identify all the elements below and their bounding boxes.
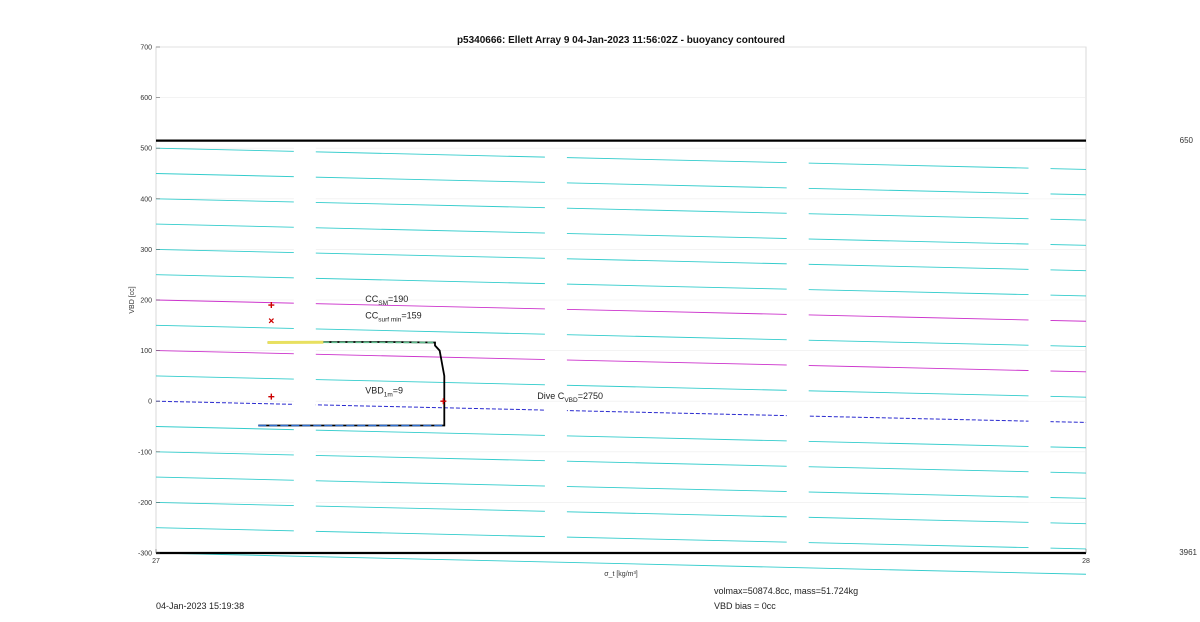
y-tick-label: 100 xyxy=(140,348,152,356)
contour-label-bg xyxy=(1029,214,1051,224)
contour-label-bg xyxy=(545,254,567,264)
contour-label-bg xyxy=(787,360,809,370)
y-tick-label: -200 xyxy=(137,499,152,507)
contour-label-bg xyxy=(294,374,316,384)
contour-label-bg xyxy=(545,304,567,314)
contour-label-bg xyxy=(1029,391,1051,401)
contour-label-bg xyxy=(1029,265,1051,275)
contour-label-bg xyxy=(787,335,809,345)
contour-label-bg xyxy=(787,234,809,244)
contour-label-bg xyxy=(294,324,316,334)
contour-label-bg xyxy=(1029,290,1051,300)
contour-label-bg xyxy=(1029,492,1051,502)
contour-label-bg xyxy=(1029,416,1051,426)
y-tick-label: 500 xyxy=(140,145,152,153)
contour-label-bg xyxy=(1029,518,1051,528)
annotation-main: CC xyxy=(365,310,379,321)
contour-label-bg xyxy=(294,172,316,182)
contour-label-bg xyxy=(1029,189,1051,199)
contour-label-bg xyxy=(294,147,316,157)
y-tick-label: 700 xyxy=(140,44,152,52)
y-tick-label: 200 xyxy=(140,297,152,305)
contour-label-bg xyxy=(1029,315,1051,325)
contour-label-bg xyxy=(1029,543,1051,553)
y-tick-label: 400 xyxy=(140,196,152,204)
contour-label-bg xyxy=(294,400,316,410)
contour-label-bg xyxy=(545,228,567,238)
contour-label-bg xyxy=(545,355,567,365)
annotation-sub: SM xyxy=(378,300,388,308)
contour-label-bg xyxy=(294,273,316,283)
contour-label-bg xyxy=(787,436,809,446)
contour-label-bg xyxy=(1029,366,1051,376)
annotation-sub: surf min xyxy=(378,316,402,324)
contour-label-bg xyxy=(1029,239,1051,249)
contour-label-bg xyxy=(545,507,567,517)
y-tick-label: 0 xyxy=(148,398,152,406)
annotation-value: =190 xyxy=(388,294,409,305)
contour-label-bg xyxy=(787,537,809,547)
contour-label-bg xyxy=(545,380,567,390)
y-tick-label: 300 xyxy=(140,246,152,254)
contour-label-bg xyxy=(787,310,809,320)
y-axis-label: VBD [cc] xyxy=(129,286,136,314)
footer-vbd-bias: VBD bias = 0cc xyxy=(714,601,776,611)
contour-label-bg xyxy=(294,197,316,207)
contour-label-bg xyxy=(787,208,809,218)
contour-label-bg xyxy=(294,223,316,233)
annotation-main: Dive C xyxy=(537,391,565,402)
contour-label-bg xyxy=(294,526,316,536)
y-tick-label: -300 xyxy=(137,550,152,558)
chart-title: p5340666: Ellett Array 9 04-Jan-2023 11:56:02Z - buoyancy contoured xyxy=(456,35,786,46)
annotation-main: CC xyxy=(365,294,379,305)
contour-label-bg xyxy=(294,298,316,308)
annotation-sub: VBD xyxy=(564,397,578,405)
contour-label-bg xyxy=(787,512,809,522)
contour-label-bg xyxy=(545,532,567,542)
contour-label-bg xyxy=(545,203,567,213)
x-axis-label: σ_t [kg/m³] xyxy=(604,571,638,578)
annotation-main: VBD xyxy=(365,385,384,396)
annotation-sub: 1m xyxy=(383,391,393,399)
contour-label-bg xyxy=(294,425,316,435)
contour-label-bg xyxy=(787,461,809,471)
contour-label-bg xyxy=(787,183,809,193)
contour-label-bg xyxy=(294,248,316,258)
contour-label-bg xyxy=(545,178,567,188)
contour-label-bg xyxy=(294,349,316,359)
contour-label-bg xyxy=(1029,163,1051,173)
contour-label-bg xyxy=(1029,467,1051,477)
annotation-value: =2750 xyxy=(577,391,603,402)
contour-label-bg xyxy=(1029,442,1051,452)
contour-label-bg xyxy=(545,152,567,162)
contour-label-bg xyxy=(545,431,567,441)
x-tick-label: 27 xyxy=(152,558,160,565)
contour-label-bg xyxy=(545,481,567,491)
annotation-value: =9 xyxy=(392,385,404,396)
footer-date: 04-Jan-2023 15:19:38 xyxy=(156,601,245,611)
contour-label-bg xyxy=(545,279,567,289)
contour-label-bg xyxy=(294,501,316,511)
contour-label-bg xyxy=(545,456,567,466)
y-tick-label: 600 xyxy=(140,95,152,103)
contour-label-bg xyxy=(545,329,567,339)
contour-label-bg xyxy=(294,450,316,460)
contour-label-bg xyxy=(787,284,809,294)
contour-label-bg xyxy=(787,259,809,269)
contour-label-bg xyxy=(1029,340,1051,350)
footer-volmax: volmax=50874.8cc, mass=51.724kg xyxy=(714,586,859,596)
contour-label-bg xyxy=(545,405,567,415)
contour-label-bg xyxy=(787,487,809,497)
x-tick-label: 28 xyxy=(1082,558,1090,565)
contour-label-bg xyxy=(787,158,809,168)
annotation-value: =159 xyxy=(401,310,422,321)
contour-label-bg xyxy=(787,411,809,421)
contour-label-bg xyxy=(294,476,316,486)
y-tick-label: -100 xyxy=(137,449,152,457)
contour-label-bg xyxy=(787,386,809,396)
right-label-bottom: 3961 xyxy=(1179,548,1197,557)
right-label-top: 650 xyxy=(1179,136,1193,145)
